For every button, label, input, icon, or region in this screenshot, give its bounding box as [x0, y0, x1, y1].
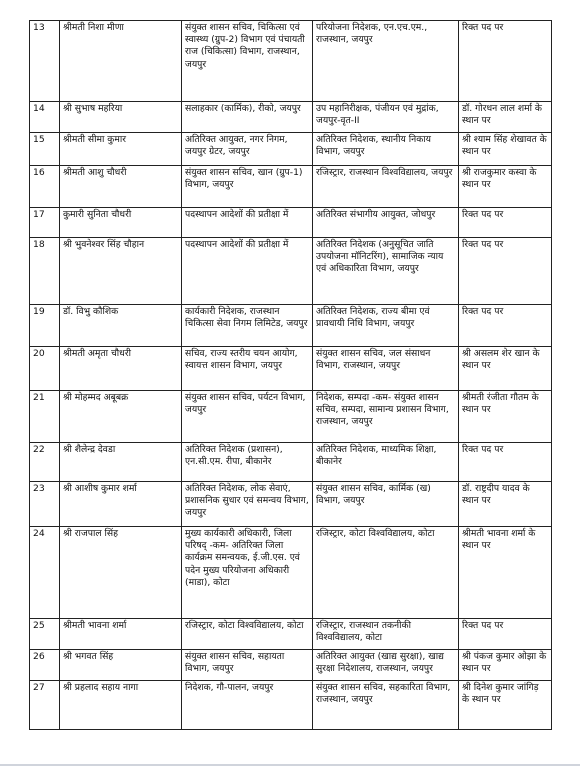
officer-name-cell: श्रीमती अमृता चौधरी	[60, 347, 182, 391]
serial-number-cell: 18	[30, 238, 60, 305]
remark-cell: रिक्त पद पर	[459, 619, 552, 650]
serial-number-cell: 22	[30, 443, 60, 482]
current-post-cell: निदेशक, गौ-पालन, जयपुर	[182, 681, 313, 730]
current-post-cell: सचिव, राज्य स्तरीय चयन आयोग, स्वायत्त शासन विभाग, जयपुर	[182, 347, 313, 391]
new-post-cell: अतिरिक्त निदेशक (अनुसूचित जाति उपयोजना मॉनिटरिंग), सामाजिक न्याय एवं अधिकारिता विभाग, जयपुर	[313, 238, 459, 305]
remark-cell: रिक्त पद पर	[459, 208, 552, 238]
new-post-cell: अतिरिक्त निदेशक, स्थानीय निकाय विभाग, जयपुर	[313, 133, 459, 166]
table-row	[30, 102, 552, 133]
table-row	[30, 443, 552, 482]
remark-cell: रिक्त पद पर	[459, 21, 552, 102]
remark-cell: श्री श्याम सिंह शेखावत के स्थान पर	[459, 133, 552, 166]
table-row	[30, 305, 552, 347]
remark-cell: डॉ. गोरधन लाल शर्मा के स्थान पर	[459, 102, 552, 133]
serial-number-cell: 27	[30, 681, 60, 730]
new-post-cell: संयुक्त शासन सचिव, कार्मिक (ख) विभाग, जयपुर	[313, 482, 459, 527]
current-post-cell: सलाहकार (कार्मिक), रीको, जयपुर	[182, 102, 313, 133]
remark-cell: श्रीमती रंजीता गौतम के स्थान पर	[459, 391, 552, 443]
table-body	[30, 21, 552, 730]
current-post-cell: अतिरिक्त आयुक्त, नगर निगम, जयपुर ग्रेटर, जयपुर	[182, 133, 313, 166]
officer-name-cell: श्री सुभाष महरिया	[60, 102, 182, 133]
remark-cell: श्री असलम शेर खान के स्थान पर	[459, 347, 552, 391]
current-post-cell: रजिस्ट्रार, कोटा विश्वविद्यालय, कोटा	[182, 619, 313, 650]
table-row	[30, 133, 552, 166]
officer-name-cell: डॉ. विभु कौशिक	[60, 305, 182, 347]
serial-number-cell: 13	[30, 21, 60, 102]
current-post-cell: अतिरिक्त निदेशक (प्रशासन), एन.सी.एम. रीपा, बीकानेर	[182, 443, 313, 482]
new-post-cell: अतिरिक्त आयुक्त (खाद्य सुरक्षा), खाद्य सुरक्षा निदेशालय, राजस्थान, जयपुर	[313, 650, 459, 681]
serial-number-cell: 19	[30, 305, 60, 347]
table-row	[30, 527, 552, 619]
officer-name-cell: श्री आशीष कुमार शर्मा	[60, 482, 182, 527]
table-row	[30, 482, 552, 527]
table-row	[30, 391, 552, 443]
serial-number-cell: 17	[30, 208, 60, 238]
table-row	[30, 347, 552, 391]
serial-number-cell: 14	[30, 102, 60, 133]
officer-name-cell: श्री मोहम्मद अबूबक्र	[60, 391, 182, 443]
serial-number-cell: 16	[30, 166, 60, 208]
bottom-divider	[0, 764, 580, 766]
current-post-cell: पदस्थापन आदेशों की प्रतीक्षा में	[182, 208, 313, 238]
serial-number-cell: 26	[30, 650, 60, 681]
table-row	[30, 166, 552, 208]
new-post-cell: संयुक्त शासन सचिव, जल संसाधन विभाग, राजस्थान, जयपुर	[313, 347, 459, 391]
serial-number-cell: 15	[30, 133, 60, 166]
table-row	[30, 208, 552, 238]
serial-number-cell: 21	[30, 391, 60, 443]
remark-cell: रिक्त पद पर	[459, 238, 552, 305]
table-row	[30, 681, 552, 730]
current-post-cell: अतिरिक्त निदेशक, लोक सेवाएं, प्रशासनिक सुधार एवं समन्वय विभाग, जयपुर	[182, 482, 313, 527]
new-post-cell: अतिरिक्त निदेशक, माध्यमिक शिक्षा, बीकानेर	[313, 443, 459, 482]
table-row	[30, 619, 552, 650]
officer-name-cell: श्री राजपाल सिंह	[60, 527, 182, 619]
current-post-cell: संयुक्त शासन सचिव, सहायता विभाग, जयपुर	[182, 650, 313, 681]
remark-cell: रिक्त पद पर	[459, 305, 552, 347]
new-post-cell: अतिरिक्त निदेशक, राज्य बीमा एवं प्रावधायी निधि विभाग, जयपुर	[313, 305, 459, 347]
serial-number-cell: 24	[30, 527, 60, 619]
table-row	[30, 238, 552, 305]
table-row	[30, 650, 552, 681]
officer-name-cell: श्री प्रहलाद सहाय नागा	[60, 681, 182, 730]
new-post-cell: संयुक्त शासन सचिव, सहकारिता विभाग, राजस्थान, जयपुर	[313, 681, 459, 730]
officer-name-cell: श्रीमती निशा मीणा	[60, 21, 182, 102]
new-post-cell: अतिरिक्त संभागीय आयुक्त, जोधपुर	[313, 208, 459, 238]
serial-number-cell: 23	[30, 482, 60, 527]
current-post-cell: संयुक्त शासन सचिव, पर्यटन विभाग, जयपुर	[182, 391, 313, 443]
remark-cell: श्री राजकुमार कस्वा के स्थान पर	[459, 166, 552, 208]
serial-number-cell: 20	[30, 347, 60, 391]
new-post-cell: उप महानिरीक्षक, पंजीयन एवं मुद्रांक, जयपुर-वृत-II	[313, 102, 459, 133]
new-post-cell: निदेशक, सम्पदा -कम- संयुक्त शासन सचिव, सम्पदा, सामान्य प्रशासन विभाग, राजस्थान, जयपुर	[313, 391, 459, 443]
current-post-cell: पदस्थापन आदेशों की प्रतीक्षा में	[182, 238, 313, 305]
officer-name-cell: श्रीमती सीमा कुमार	[60, 133, 182, 166]
officer-name-cell: श्री भुवनेश्वर सिंह चौहान	[60, 238, 182, 305]
remark-cell: श्रीमती भावना शर्मा के स्थान पर	[459, 527, 552, 619]
table-row	[30, 21, 552, 102]
remark-cell: श्री पंकज कुमार ओझा के स्थान पर	[459, 650, 552, 681]
serial-number-cell: 25	[30, 619, 60, 650]
remark-cell: डॉ. राष्ट्रदीप यादव के स्थान पर	[459, 482, 552, 527]
new-post-cell: रजिस्ट्रार, राजस्थान विश्वविद्यालय, जयपुर	[313, 166, 459, 208]
new-post-cell: रजिस्ट्रार, राजस्थान तकनीकी विश्वविद्यालय, कोटा	[313, 619, 459, 650]
new-post-cell: रजिस्ट्रार, कोटा विश्वविद्यालय, कोटा	[313, 527, 459, 619]
remark-cell: श्री दिनेश कुमार जांगिड़ के स्थान पर	[459, 681, 552, 730]
remark-cell: रिक्त पद पर	[459, 443, 552, 482]
officer-name-cell: श्रीमती भावना शर्मा	[60, 619, 182, 650]
current-post-cell: मुख्य कार्यकारी अधिकारी, जिला परिषद् -कम- अतिरिक्त जिला कार्यक्रम समन्वयक, ई.जी.एस. एवं पदेन मुख्य परियोजना अधिकारी (माडा), कोटा	[182, 527, 313, 619]
officer-name-cell: श्री शैलेन्द्र देवडा	[60, 443, 182, 482]
current-post-cell: संयुक्त शासन सचिव, खान (ग्रुप-1) विभाग, जयपुर	[182, 166, 313, 208]
officer-name-cell: श्रीमती आशु चौधरी	[60, 166, 182, 208]
current-post-cell: कार्यकारी निदेशक, राजस्थान चिकित्सा सेवा निगम लिमिटेड, जयपुर	[182, 305, 313, 347]
transfer-order-table	[29, 20, 552, 730]
new-post-cell: परियोजना निदेशक, एन.एच.एम., राजस्थान, जयपुर	[313, 21, 459, 102]
current-post-cell: संयुक्त शासन सचिव, चिकित्सा एवं स्वास्थ्य (ग्रुप-2) विभाग एवं पंचायती राज (चिकित्सा) विभाग, राजस्थान, जयपुर	[182, 21, 313, 102]
officer-name-cell: कुमारी सुनिता चौधरी	[60, 208, 182, 238]
officer-name-cell: श्री भगवत सिंह	[60, 650, 182, 681]
